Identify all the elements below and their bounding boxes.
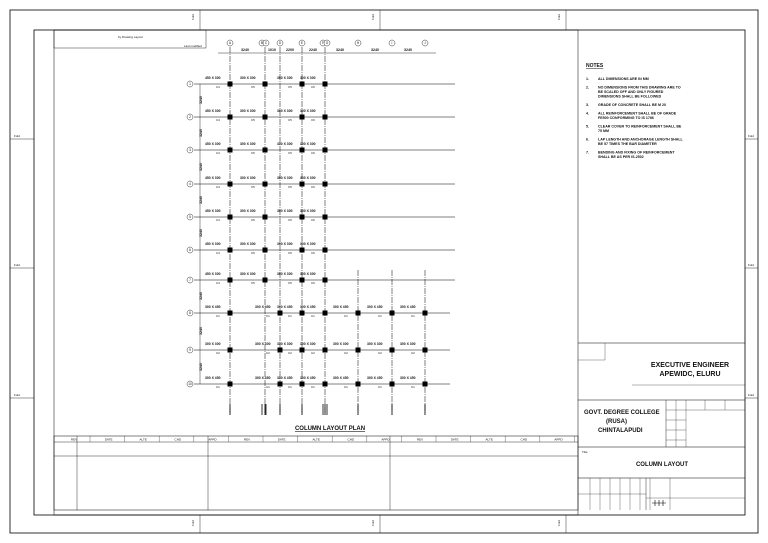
column-size-label: 450 X 300 <box>205 272 221 276</box>
column-section <box>356 382 361 387</box>
top-dimension: 3240 <box>371 48 379 52</box>
revision-header: REV <box>243 437 251 442</box>
column-tag: C5 <box>288 185 292 189</box>
column-tag: C6 <box>311 185 315 189</box>
fold-label-bottom-1: Fold <box>191 520 195 526</box>
column-section <box>228 311 233 316</box>
column-size-label: 300 X 300 <box>400 342 416 346</box>
column-section <box>300 348 305 353</box>
project-line-3: CHINTALAPUDI <box>598 428 643 434</box>
column-size-label: 300 X 300 <box>240 176 256 180</box>
grid-bubble-label: D <box>278 41 282 46</box>
revision-header: CHD <box>347 437 355 442</box>
column-tag: C2 <box>311 351 315 355</box>
column-tag: C6 <box>311 251 315 255</box>
grid-bubble-left-label: 7 <box>189 278 191 283</box>
column-tag: C1 <box>411 385 415 389</box>
notes-title: NOTES <box>586 63 604 69</box>
column-size-label: 300 X 300 <box>277 76 293 80</box>
column-tag: C5 <box>288 118 292 122</box>
column-size-label: 300 X 300 <box>277 142 293 146</box>
column-tag: C1 <box>266 314 270 318</box>
drawing-area-frame <box>54 30 578 515</box>
grid-bubble-left-label: 10 <box>188 382 192 387</box>
column-section <box>300 215 305 220</box>
column-size-label: 300 X 450 <box>300 376 316 380</box>
left-dimension: 3240 <box>199 96 203 104</box>
column-size-label: 300 X 450 <box>400 376 416 380</box>
column-size-label: 300 X 450 <box>333 305 349 309</box>
revision-header: CHD <box>174 437 182 442</box>
left-dimension: 3240 <box>199 229 203 237</box>
column-size-label: 300 X 300 <box>367 342 383 346</box>
column-section <box>323 348 328 353</box>
grid-bubble-label: F <box>322 41 324 46</box>
column-size-label: 300 X 450 <box>367 305 383 309</box>
grid-bubble-label: I <box>391 41 393 46</box>
column-tag: C5 <box>288 218 292 222</box>
column-section <box>263 248 268 253</box>
note-number: 6. <box>586 137 589 142</box>
column-tag: C2 <box>344 351 348 355</box>
column-section <box>300 382 305 387</box>
column-section <box>390 382 395 387</box>
left-dimension: 3240 <box>199 163 203 171</box>
column-tag: C5 <box>251 118 255 122</box>
column-tag: C4 <box>216 218 220 222</box>
column-section <box>323 248 328 253</box>
column-section <box>323 148 328 153</box>
left-dimension: 3240 <box>199 129 203 137</box>
column-size-label: 300 X 300 <box>277 176 293 180</box>
column-tag: C1 <box>216 385 220 389</box>
column-tag: C2 <box>216 351 220 355</box>
column-tag: C1 <box>344 314 348 318</box>
column-size-label: 300 X 300 <box>277 242 293 246</box>
column-size-label: 300 X 450 <box>400 305 416 309</box>
drawing-name: COLUMN LAYOUT <box>635 462 689 468</box>
column-section <box>228 115 233 120</box>
column-size-label: 300 X 300 <box>333 342 349 346</box>
column-size-label: 300 X 450 <box>300 305 316 309</box>
left-dimension: 3240 <box>199 363 203 371</box>
column-section <box>323 311 328 316</box>
column-size-label: 450 X 300 <box>205 76 221 80</box>
column-size-label: 300 X 300 <box>205 342 221 346</box>
column-tag: C2 <box>411 351 415 355</box>
column-section <box>263 115 268 120</box>
column-size-label: 300 X 300 <box>240 242 256 246</box>
fold-label-bottom-3: Fold <box>557 520 561 526</box>
column-tag: C1 <box>311 314 315 318</box>
column-section <box>423 348 428 353</box>
column-size-label: 300 X 300 <box>277 109 293 113</box>
column-section <box>356 311 361 316</box>
column-size-label: 450 X 300 <box>205 242 221 246</box>
column-section <box>323 215 328 220</box>
grid-bubble-label: B <box>260 41 264 46</box>
revision-header: DATE <box>450 437 459 442</box>
column-section <box>323 82 328 87</box>
column-size-label: 300 X 300 <box>300 342 316 346</box>
revision-table <box>54 436 578 510</box>
title-block-grid <box>578 478 745 510</box>
column-section <box>278 382 283 387</box>
column-tag: C4 <box>216 85 220 89</box>
column-section <box>228 348 233 353</box>
note-number: 4. <box>586 111 589 116</box>
engineer-line-1: EXECUTIVE ENGINEER <box>650 362 730 369</box>
column-size-label: 450 X 300 <box>205 109 221 113</box>
column-size-label: 300 X 300 <box>277 272 293 276</box>
grid-bubble-label: H <box>356 41 360 46</box>
column-tag: C6 <box>311 151 315 155</box>
column-tag: C5 <box>251 185 255 189</box>
title-block <box>578 343 745 510</box>
column-section <box>423 311 428 316</box>
column-section <box>300 182 305 187</box>
note-number: 7. <box>586 150 589 155</box>
column-section <box>263 215 268 220</box>
column-section <box>423 382 428 387</box>
column-tag: C5 <box>251 151 255 155</box>
column-section <box>228 148 233 153</box>
column-size-label: 300 X 450 <box>255 376 271 380</box>
column-tag: C2 <box>288 351 292 355</box>
fold-label-right-1: Fold <box>748 134 754 138</box>
column-layout-plan <box>187 40 455 415</box>
column-tag: C5 <box>251 85 255 89</box>
note-number: 2. <box>586 85 589 90</box>
column-tag: C4 <box>216 151 220 155</box>
column-section <box>323 278 328 283</box>
column-tag: C1 <box>378 385 382 389</box>
column-section <box>278 311 283 316</box>
grid-bubble-label: A <box>228 41 232 46</box>
column-tag: C1 <box>344 385 348 389</box>
left-dimension: 3240 <box>199 327 203 335</box>
column-size-label: 300 X 300 <box>300 209 316 213</box>
column-tag: C5 <box>251 218 255 222</box>
top-dimension: 2240 <box>309 48 317 52</box>
fold-label-bottom-2: Fold <box>371 520 375 526</box>
column-size-label: 300 X 300 <box>300 142 316 146</box>
column-section <box>278 348 283 353</box>
project-line-2: (RUSA) <box>606 419 627 425</box>
column-size-label: 300 X 300 <box>240 209 256 213</box>
column-size-label: 300 X 450 <box>277 305 293 309</box>
column-size-label: 300 X 300 <box>300 76 316 80</box>
revision-header: REV <box>70 437 78 442</box>
column-size-label: 300 X 300 <box>300 272 316 276</box>
column-section <box>300 311 305 316</box>
column-tag: C4 <box>216 281 220 285</box>
column-tag: C4 <box>216 185 220 189</box>
stamp-right-text: Last modified <box>184 44 202 48</box>
column-tag: C2 <box>378 351 382 355</box>
column-tag: C5 <box>288 281 292 285</box>
note-item: BENDING AND FIXING OF REINFORCEMENT SHALL BE AS PER IS-2502 <box>598 150 675 159</box>
note-item: ALL REINFORCEMENT SHALL BE OF GRADE FE500 CONFORMING TO IS 1786 <box>598 111 677 120</box>
note-number: 1. <box>586 77 589 81</box>
left-dimension: 3240 <box>199 196 203 204</box>
left-dimension: 3240 <box>199 292 203 300</box>
column-tag: C6 <box>311 85 315 89</box>
column-size-label: 300 X 300 <box>240 142 256 146</box>
column-tag: C1 <box>378 314 382 318</box>
column-tag: C1 <box>288 385 292 389</box>
grid-bubble-label: J <box>424 41 426 46</box>
fold-label-top-2: Fold <box>371 14 375 20</box>
revision-header: CHD <box>520 437 528 442</box>
grid-bubble-left-label: 1 <box>189 82 191 87</box>
column-size-label: 450 X 300 <box>205 142 221 146</box>
column-section <box>228 82 233 87</box>
column-size-label: 450 X 300 <box>205 209 221 213</box>
fold-label-top-3: Fold <box>557 14 561 20</box>
revision-header: DATE <box>104 437 113 442</box>
column-section <box>323 115 328 120</box>
revision-header: DATE <box>277 437 286 442</box>
column-size-label: 300 X 450 <box>333 376 349 380</box>
note-number: 3. <box>586 103 589 107</box>
top-dimension: 3240 <box>241 48 249 52</box>
revision-header: ALTE <box>312 437 320 442</box>
notes-panel <box>586 63 684 159</box>
column-section <box>263 278 268 283</box>
top-dimension: 3240 <box>404 48 412 52</box>
column-size-label: 300 X 450 <box>205 376 221 380</box>
grid-bubble-left-label: 3 <box>189 148 191 153</box>
column-section <box>228 382 233 387</box>
revision-header: APPD <box>554 437 563 442</box>
column-size-label: 300 X 450 <box>205 305 221 309</box>
column-section <box>390 348 395 353</box>
column-section <box>323 382 328 387</box>
note-item: ALL DIMENSIONS ARE IN MM <box>598 77 649 81</box>
engineer-line-2: APEWIDC, ELURU <box>659 371 721 378</box>
column-size-label: 300 X 300 <box>240 76 256 80</box>
column-size-label: 300 X 300 <box>255 342 271 346</box>
column-size-label: 450 X 300 <box>205 176 221 180</box>
note-number: 5. <box>586 124 589 129</box>
note-item: GRADE OF CONCRETE SHALL BE M 20 <box>598 103 667 107</box>
fold-label-left-2: Fold <box>14 263 20 267</box>
title-small-label: Title <box>582 450 588 454</box>
revision-header: ALTE <box>139 437 147 442</box>
fold-label-top-1: Fold <box>191 14 195 20</box>
note-item: LAP LENGTH AND ANCHORAGE LENGTH SHALL BE 57 TIMES THE BAR DIAMETER <box>598 137 683 146</box>
column-tag: C6 <box>311 218 315 222</box>
top-dimension: 2200 <box>286 48 294 52</box>
fold-label-left-3: Fold <box>14 393 20 397</box>
column-size-label: 300 X 300 <box>277 342 293 346</box>
column-size-label: 300 X 300 <box>240 109 256 113</box>
column-tag: C1 <box>288 314 292 318</box>
scale-glyph <box>652 500 666 506</box>
column-size-label: 300 X 300 <box>240 272 256 276</box>
grid-bubble-left-label: 6 <box>189 248 191 253</box>
grid-bubble-left-label: 9 <box>189 348 191 353</box>
column-tag: C5 <box>288 151 292 155</box>
column-section <box>323 182 328 187</box>
top-dimension: 3240 <box>336 48 344 52</box>
revision-header: ALTE <box>485 437 493 442</box>
column-tag: C4 <box>216 118 220 122</box>
fold-label-right-2: Fold <box>748 263 754 267</box>
revision-header: APPD <box>381 437 390 442</box>
column-tag: C1 <box>216 314 220 318</box>
notes-list <box>586 77 684 159</box>
column-section <box>228 215 233 220</box>
column-section <box>300 82 305 87</box>
column-tag: C6 <box>311 118 315 122</box>
column-section <box>300 278 305 283</box>
column-section <box>228 248 233 253</box>
column-size-label: 300 X 300 <box>300 109 316 113</box>
drawing-title: COLUMN LAYOUT PLAN <box>294 426 366 432</box>
column-tag: C1 <box>411 314 415 318</box>
column-size-label: 300 X 450 <box>367 376 383 380</box>
fold-label-left-1: Fold <box>14 134 20 138</box>
top-dimension: 1010 <box>268 48 276 52</box>
column-size-label: 300 X 300 <box>300 176 316 180</box>
column-size-label: 300 X 300 <box>277 209 293 213</box>
column-section <box>263 148 268 153</box>
revision-header: REV <box>416 437 424 442</box>
stamp-left-text: by Drawing Layout <box>118 35 143 39</box>
project-line-1: GOVT. DEGREE COLLEGE <box>584 410 660 416</box>
note-item: CLEAR COVER TO REINFORCEMENT SHALL BE 75 MM <box>598 124 682 133</box>
fold-label-right-3: Fold <box>748 393 754 397</box>
grid-bubble-left-label: 5 <box>189 215 191 220</box>
column-tag: C4 <box>216 251 220 255</box>
column-section <box>228 182 233 187</box>
column-tag: C2 <box>266 351 270 355</box>
column-section <box>228 278 233 283</box>
column-tag: C5 <box>251 281 255 285</box>
grid-bubble-left-label: 2 <box>189 115 191 120</box>
column-size-label: 300 X 450 <box>277 376 293 380</box>
column-section <box>263 182 268 187</box>
grid-bubble-label: C <box>264 41 268 46</box>
grid-bubble-left-label: 8 <box>189 311 191 316</box>
column-size-label: 300 X 300 <box>300 242 316 246</box>
note-item: NO DIMENSIONS FROM THIS DRAWING ARE TO BE SCALED OFF AND ONLY FIGURED DIMENSIONS SHALL BE FOLLOWED <box>598 85 681 99</box>
column-section <box>300 148 305 153</box>
grid-bubble-label: E <box>300 41 304 46</box>
column-tag: C5 <box>288 85 292 89</box>
column-tag: C1 <box>266 385 270 389</box>
column-tag: C1 <box>311 385 315 389</box>
column-tag: C5 <box>288 251 292 255</box>
column-tag: C6 <box>311 281 315 285</box>
column-section <box>300 248 305 253</box>
column-section <box>356 348 361 353</box>
column-section <box>390 311 395 316</box>
column-section <box>300 115 305 120</box>
revision-header: APPD <box>208 437 217 442</box>
grid-bubble-label: G <box>325 41 329 46</box>
column-size-label: 300 X 450 <box>255 305 271 309</box>
grid-bubble-left-label: 4 <box>189 182 191 187</box>
column-tag: C5 <box>251 251 255 255</box>
column-section <box>263 82 268 87</box>
